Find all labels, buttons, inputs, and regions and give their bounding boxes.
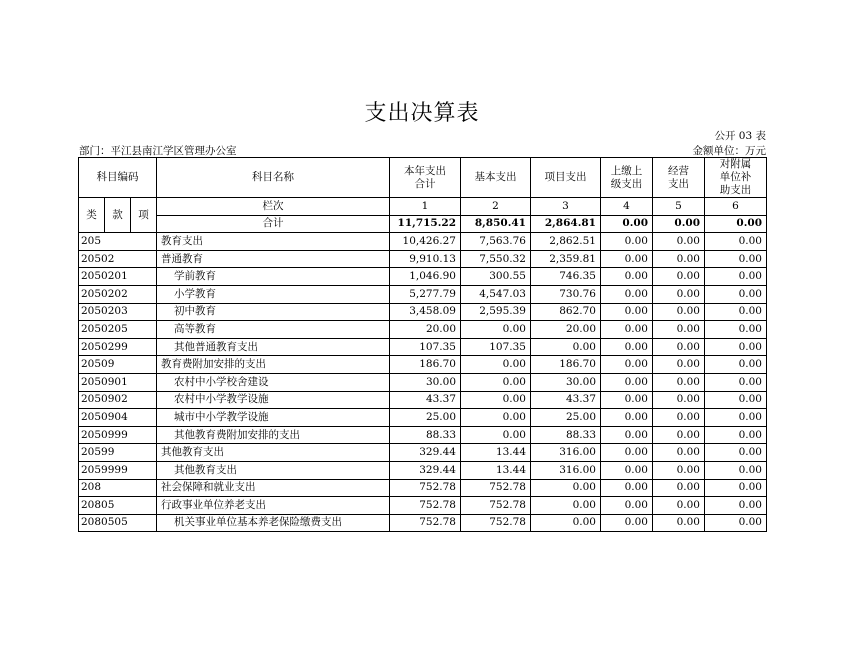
subject-name: 高等教育 (157, 321, 390, 339)
table-row (79, 285, 767, 303)
subject-name: 其他教育费附加安排的支出 (157, 426, 390, 444)
amount-cell: 0.00 (461, 409, 531, 427)
table-row (79, 321, 767, 339)
total-value: 0.00 (601, 215, 653, 233)
amount-cell: 0.00 (601, 338, 653, 356)
subject-name: 行政事业单位养老支出 (157, 497, 390, 515)
amount-cell: 0.00 (705, 356, 767, 374)
amount-cell: 752.78 (461, 497, 531, 515)
amount-cell: 0.00 (653, 250, 705, 268)
subject-code: 2080505 (79, 514, 157, 532)
table-row (79, 409, 767, 427)
amount-cell: 0.00 (653, 514, 705, 532)
subject-code: 2059999 (79, 461, 157, 479)
subject-name: 其他教育支出 (157, 461, 390, 479)
amount-cell: 0.00 (653, 356, 705, 374)
amount-cell: 107.35 (390, 338, 461, 356)
amount-cell: 0.00 (705, 303, 767, 321)
subject-name: 农村中小学校舍建设 (157, 373, 390, 391)
total-value: 8,850.41 (461, 215, 531, 233)
amount-cell: 300.55 (461, 268, 531, 286)
expenditure-table (78, 157, 767, 532)
amount-cell: 0.00 (653, 268, 705, 286)
amount-cell: 13.44 (461, 444, 531, 462)
subject-name: 教育支出 (157, 233, 390, 251)
table-row (79, 250, 767, 268)
page-title: 支出决算表 (364, 101, 480, 126)
subject-code: 2050201 (79, 268, 157, 286)
business-header-line2: 支出 (668, 177, 689, 190)
table-row (79, 303, 767, 321)
amount-cell: 20.00 (390, 321, 461, 339)
amount-cell: 0.00 (601, 321, 653, 339)
amount-cell: 10,426.27 (390, 233, 461, 251)
table-row (79, 497, 767, 515)
total-value: 2,864.81 (531, 215, 601, 233)
amount-cell: 0.00 (601, 268, 653, 286)
subject-code: 20509 (79, 356, 157, 374)
amount-cell: 0.00 (601, 391, 653, 409)
amount-cell: 0.00 (461, 391, 531, 409)
subject-code: 2050203 (79, 303, 157, 321)
upper-level-header-line2: 级支出 (610, 177, 643, 190)
amount-cell: 730.76 (531, 285, 601, 303)
total-value: 0.00 (653, 215, 705, 233)
subject-name: 小学教育 (157, 285, 390, 303)
amount-cell: 316.00 (531, 461, 601, 479)
kuan-header: 款 (105, 198, 131, 233)
subject-name: 其他普通教育支出 (157, 338, 390, 356)
amount-cell: 88.33 (390, 426, 461, 444)
amount-cell: 0.00 (653, 233, 705, 251)
table-row (79, 426, 767, 444)
amount-cell: 0.00 (653, 285, 705, 303)
total-expense-header-line2: 合计 (414, 177, 436, 190)
amount-cell: 186.70 (390, 356, 461, 374)
amount-cell: 107.35 (461, 338, 531, 356)
subject-code: 2050904 (79, 409, 157, 427)
amount-cell: 0.00 (653, 479, 705, 497)
amount-cell: 0.00 (705, 268, 767, 286)
amount-cell: 0.00 (531, 514, 601, 532)
subject-code: 2050999 (79, 426, 157, 444)
amount-cell: 0.00 (601, 409, 653, 427)
affiliated-subsidy-header (705, 158, 767, 198)
amount-cell: 0.00 (653, 426, 705, 444)
table-row (79, 356, 767, 374)
amount-cell: 13.44 (461, 461, 531, 479)
amount-cell: 0.00 (653, 444, 705, 462)
total-row (79, 215, 767, 233)
amount-cell: 20.00 (531, 321, 601, 339)
amount-cell: 0.00 (705, 285, 767, 303)
lanci-label: 栏次 (157, 198, 390, 216)
amount-cell: 0.00 (705, 250, 767, 268)
amount-cell: 0.00 (653, 303, 705, 321)
affiliated-header-line1: 对附属 (719, 158, 752, 170)
amount-cell: 752.78 (390, 479, 461, 497)
subject-code: 2050902 (79, 391, 157, 409)
amount-cell: 0.00 (705, 444, 767, 462)
amount-cell: 0.00 (653, 497, 705, 515)
table-row (79, 373, 767, 391)
amount-cell: 752.78 (390, 514, 461, 532)
amount-cell: 0.00 (705, 479, 767, 497)
amount-cell: 43.37 (390, 391, 461, 409)
table-row (79, 338, 767, 356)
amount-cell: 0.00 (705, 426, 767, 444)
upper-level-header-line1: 上缴上 (610, 164, 643, 177)
subject-code: 20805 (79, 497, 157, 515)
total-label: 合计 (157, 215, 390, 233)
amount-cell: 88.33 (531, 426, 601, 444)
amount-cell: 0.00 (601, 461, 653, 479)
amount-cell: 0.00 (531, 479, 601, 497)
affiliated-header-line2: 单位补 (719, 171, 752, 183)
subject-code: 2050901 (79, 373, 157, 391)
table-row (79, 444, 767, 462)
amount-cell: 0.00 (601, 285, 653, 303)
subject-name: 机关事业单位基本养老保险缴费支出 (157, 514, 390, 532)
subject-code: 20599 (79, 444, 157, 462)
amount-cell: 0.00 (653, 391, 705, 409)
upper-level-expense-header (601, 158, 653, 198)
amount-cell: 752.78 (461, 514, 531, 532)
amount-cell: 316.00 (531, 444, 601, 462)
total-value: 11,715.22 (390, 215, 461, 233)
amount-cell: 0.00 (705, 338, 767, 356)
amount-cell: 0.00 (653, 461, 705, 479)
amount-cell: 0.00 (601, 233, 653, 251)
amount-cell: 0.00 (601, 356, 653, 374)
unit-label: 金额单位：万元 (692, 145, 766, 157)
column-number: 1 (390, 198, 461, 216)
subject-code: 2050202 (79, 285, 157, 303)
xiang-header: 项 (131, 198, 157, 233)
amount-cell: 30.00 (390, 373, 461, 391)
amount-cell: 0.00 (601, 250, 653, 268)
amount-cell: 9,910.13 (390, 250, 461, 268)
amount-cell: 752.78 (461, 479, 531, 497)
amount-cell: 2,359.81 (531, 250, 601, 268)
amount-cell: 0.00 (705, 373, 767, 391)
subject-code: 208 (79, 479, 157, 497)
project-expense-header: 项目支出 (531, 158, 601, 198)
amount-cell: 0.00 (531, 497, 601, 515)
amount-cell: 0.00 (705, 409, 767, 427)
amount-cell: 0.00 (705, 514, 767, 532)
subject-name: 普通教育 (157, 250, 390, 268)
amount-cell: 0.00 (653, 321, 705, 339)
column-number: 3 (531, 198, 601, 216)
basic-expense-header: 基本支出 (461, 158, 531, 198)
column-number: 4 (601, 198, 653, 216)
subject-code: 2050299 (79, 338, 157, 356)
header-row-1 (79, 158, 767, 198)
amount-cell: 329.44 (390, 461, 461, 479)
subject-name: 其他教育支出 (157, 444, 390, 462)
subject-name: 初中教育 (157, 303, 390, 321)
amount-cell: 4,547.03 (461, 285, 531, 303)
table-row (79, 391, 767, 409)
amount-cell: 5,277.79 (390, 285, 461, 303)
column-number: 5 (653, 198, 705, 216)
amount-cell: 0.00 (705, 233, 767, 251)
amount-cell: 7,563.76 (461, 233, 531, 251)
column-number: 6 (705, 198, 767, 216)
amount-cell: 0.00 (601, 303, 653, 321)
amount-cell: 43.37 (531, 391, 601, 409)
affiliated-header-line3: 助支出 (719, 184, 752, 196)
table-row (79, 514, 767, 532)
amount-cell: 329.44 (390, 444, 461, 462)
amount-cell: 0.00 (601, 479, 653, 497)
amount-cell: 0.00 (653, 409, 705, 427)
form-number: 公开 03 表 (714, 130, 766, 142)
amount-cell: 0.00 (601, 426, 653, 444)
column-number: 2 (461, 198, 531, 216)
amount-cell: 862.70 (531, 303, 601, 321)
total-value: 0.00 (705, 215, 767, 233)
amount-cell: 2,862.51 (531, 233, 601, 251)
amount-cell: 0.00 (601, 444, 653, 462)
amount-cell: 0.00 (531, 338, 601, 356)
amount-cell: 186.70 (531, 356, 601, 374)
subject-code: 2050205 (79, 321, 157, 339)
amount-cell: 25.00 (390, 409, 461, 427)
total-expense-header-line1: 本年支出 (404, 164, 446, 177)
amount-cell: 0.00 (653, 338, 705, 356)
subject-name: 学前教育 (157, 268, 390, 286)
total-expense-header (390, 158, 461, 198)
amount-cell: 0.00 (705, 391, 767, 409)
amount-cell: 0.00 (461, 426, 531, 444)
subject-code-header: 科目编码 (79, 158, 157, 198)
subject-name-header: 科目名称 (157, 158, 390, 198)
business-header-line1: 经营 (668, 164, 689, 177)
table-row (79, 233, 767, 251)
subject-code: 205 (79, 233, 157, 251)
amount-cell: 0.00 (705, 321, 767, 339)
header-row-column-numbers (79, 198, 767, 216)
table-row (79, 268, 767, 286)
lei-header: 类 (79, 198, 105, 233)
subject-name: 农村中小学教学设施 (157, 391, 390, 409)
subject-name: 城市中小学教学设施 (157, 409, 390, 427)
amount-cell: 0.00 (601, 373, 653, 391)
amount-cell: 7,550.32 (461, 250, 531, 268)
department-label: 部门：平江县南江学区管理办公室 (79, 145, 237, 157)
amount-cell: 0.00 (461, 356, 531, 374)
table-row (79, 479, 767, 497)
amount-cell: 0.00 (705, 497, 767, 515)
amount-cell: 0.00 (461, 373, 531, 391)
amount-cell: 30.00 (531, 373, 601, 391)
amount-cell: 3,458.09 (390, 303, 461, 321)
subject-code: 20502 (79, 250, 157, 268)
amount-cell: 1,046.90 (390, 268, 461, 286)
amount-cell: 0.00 (461, 321, 531, 339)
amount-cell: 0.00 (601, 514, 653, 532)
amount-cell: 752.78 (390, 497, 461, 515)
subject-name: 社会保障和就业支出 (157, 479, 390, 497)
amount-cell: 0.00 (601, 497, 653, 515)
table-row (79, 461, 767, 479)
amount-cell: 0.00 (705, 461, 767, 479)
amount-cell: 0.00 (653, 373, 705, 391)
subject-name: 教育费附加安排的支出 (157, 356, 390, 374)
amount-cell: 746.35 (531, 268, 601, 286)
amount-cell: 2,595.39 (461, 303, 531, 321)
amount-cell: 25.00 (531, 409, 601, 427)
business-expense-header (653, 158, 705, 198)
